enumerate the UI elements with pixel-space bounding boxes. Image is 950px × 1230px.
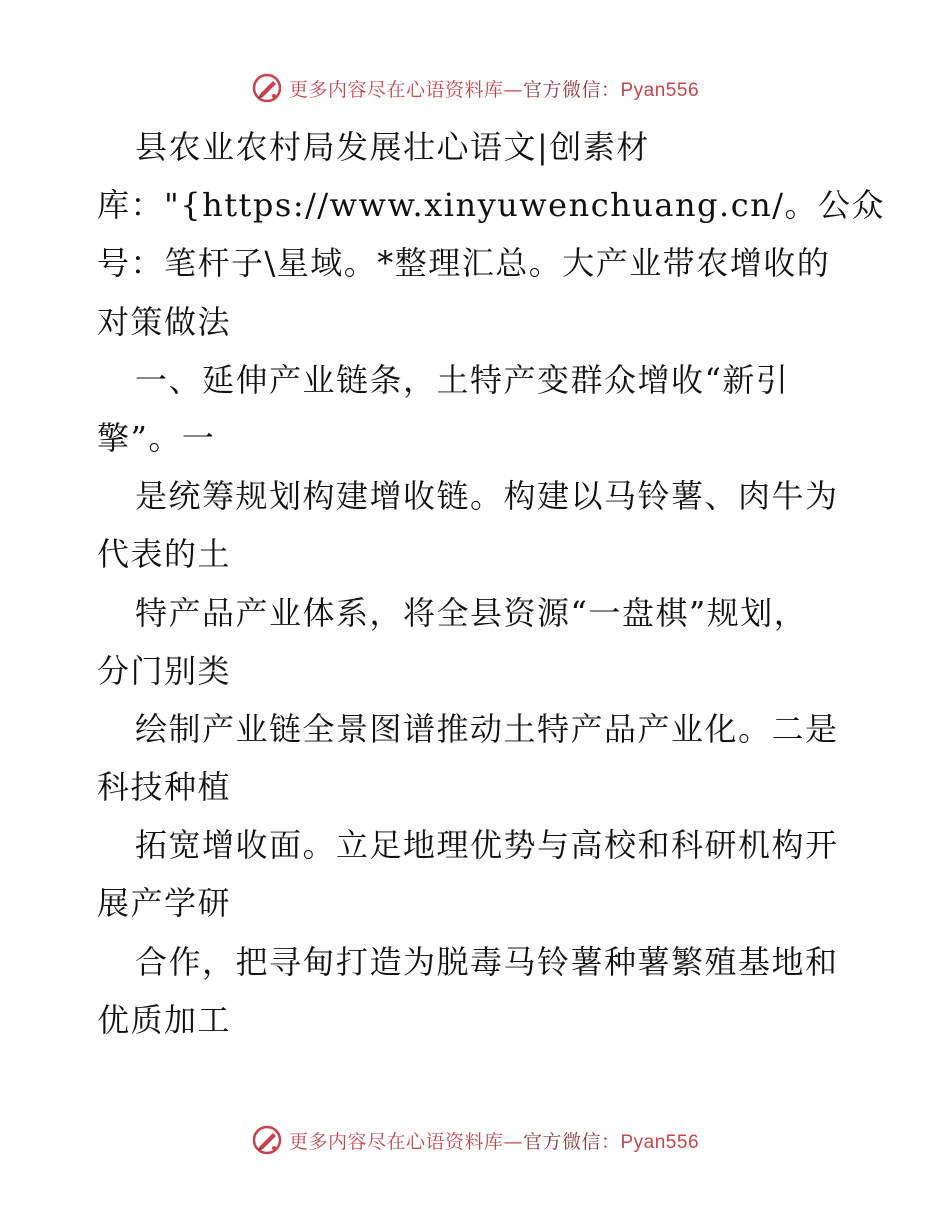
text-line: 绘制产业链全景图谱推动土特产品产业化。二是 [135,709,839,748]
watermark-wechat-id: Pyan556 [620,1131,700,1153]
watermark-wechat-label: 官方微信： [522,78,621,101]
footer-watermark [0,1124,950,1156]
text-line: 科技种植 [97,768,232,807]
header-watermark [0,72,950,104]
watermark-text [289,1127,699,1154]
text-line: 县农业农村局发展壮心语文|创素材 [135,128,650,166]
text-line: 对策做法 [97,302,232,341]
text-line: 分门别类 [97,651,232,690]
text-line: 一、延伸产业链条，土特产变群众增收“新引 [135,360,790,399]
watermark-dash: — [503,78,523,101]
text-line: 优质加工 [97,1000,232,1039]
watermark-library-name: 更多内容尽在心语资料库 [288,78,504,101]
text-line: 号：笔杆子\星域。*整理汇总。大产业带农增收的 [97,244,831,283]
watermark-text [289,75,699,102]
text-line: 合作，把寻甸打造为脱毒马铃薯种薯繁殖基地和 [135,942,839,981]
library-logo-icon [251,72,283,104]
text-line: 拓宽增收面。立足地理优势与高校和科研机构开 [135,826,839,865]
document-body [97,118,886,1049]
watermark-dash: — [503,1130,523,1153]
library-logo-icon [251,1124,283,1156]
text-line: 代表的土 [97,535,232,574]
watermark-library-name: 更多内容尽在心语资料库 [288,1130,504,1153]
watermark-wechat-label: 官方微信： [522,1130,621,1153]
text-line: 展产学研 [97,884,232,923]
text-line-content: 库："{https://www.xinyuwenchuang.cn/。公众 [97,186,886,225]
text-line: 特产品产业体系，将全县资源“一盘棋”规划， [135,593,808,632]
text-line: 是统筹规划构建增收链。构建以马铃薯、肉牛为 [135,477,839,516]
text-line: 擎”。一 [97,418,216,457]
text-line [97,176,886,234]
watermark-wechat-id: Pyan556 [620,79,700,101]
